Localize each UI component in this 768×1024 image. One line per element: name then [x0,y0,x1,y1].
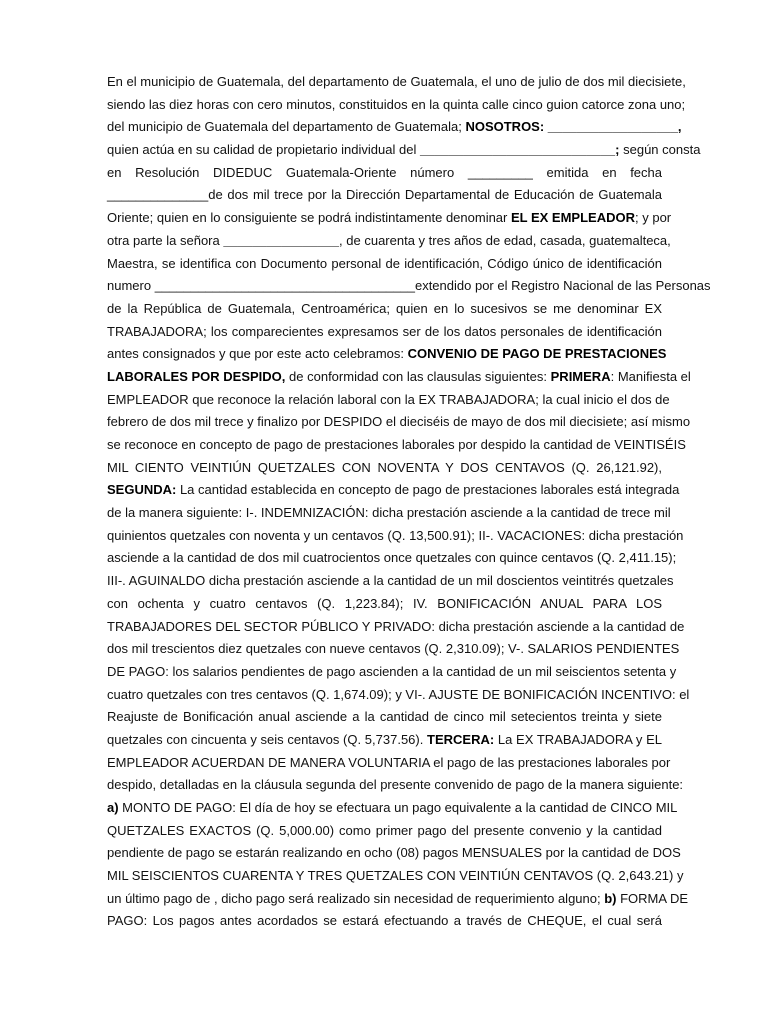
text-line [107,230,671,253]
text-line [107,797,678,820]
text-line [107,820,662,843]
text-run: MONTO DE PAGO: El día de hoy se efectuara un pago equivalente a la cantidad de CINCO MIL [118,800,678,815]
text-line [107,71,686,94]
text-run: numero ____________________________________extendido por el Registro Nacional de las Personas [107,278,711,294]
text-run: En el municipio de Guatemala, del departamento de Guatemala, el uno de julio de dos mil diecisiete, [107,74,686,89]
text-run: QUETZALES EXACTOS (Q. 5,000.00) como primer pago del presente convenio y la cantidad [107,822,662,838]
text-run: otra parte la señora [107,232,224,248]
text-line [107,865,684,888]
text-line [107,774,684,797]
text-line [107,275,711,298]
bold-text-run: ___________________________; [419,142,620,158]
text-run: ; y por [635,210,672,226]
text-run: antes consignados y que por este acto celebramos: [107,346,408,362]
text-run: de la República de Guatemala, Centroamérica; quien en lo sucesivos se me denominar EX [107,300,662,316]
text-line [107,616,685,639]
text-run: despido, detalladas en la cláusula segunda del presente convenido de pago de la manera siguiente: [107,777,684,793]
text-run: III-. AGUINALDO dicha prestación asciende a la cantidad de un mil doscientos veintitrés quetzales [107,573,674,589]
bold-text-run: EL EX EMPLEADOR [510,210,635,226]
text-run: Reajuste de Bonificación anual asciende a la cantidad de cinco mil setecientos treinta y siete [107,709,662,725]
text-run: MIL SEISCIENTOS CUARENTA Y TRES QUETZALES CON VEINTIÚN CENTAVOS (Q. 2,643.21) y [107,868,684,884]
text-run: en Resolución DIDEDUC Guatemala-Oriente número _________ emitida en fecha [107,164,662,180]
text-run: se reconoce en concepto de pago de prestaciones laborales por despido la cantidad de VEINTISÉIS [107,437,686,452]
text-run: La cantidad establecida en concepto de pago de prestaciones laborales está integrada [176,482,680,498]
text-run: cuatro quetzales con tres centavos (Q. 1,674.09); y VI-. AJUSTE DE BONIFICACIÓN INCENTIVO: el [107,686,690,702]
text-line [107,298,662,321]
bold-text-run: TERCERA: [427,731,495,747]
text-line [107,888,689,911]
text-line [107,479,680,502]
text-run: febrero de dos mil trece y finalizo por DESPIDO el dieciséis de mayo de dos mil diecisiete; así mismo [107,414,691,430]
text-line [107,116,682,139]
text-line [107,184,662,207]
bold-text-run: ________________ [223,232,340,248]
text-line [107,729,662,752]
text-run: EMPLEADOR ACUERDAN DE MANERA VOLUNTARIA el pago de las prestaciones laborales por [107,754,671,770]
text-line [107,366,691,389]
text-line [107,207,672,230]
text-line [107,343,667,366]
text-run: siendo las diez horas con cero minutos, constituidos en la quinta calle cinco guion catorce zona uno; [107,96,686,112]
bold-text-run: CONVENIO DE PAGO DE PRESTACIONES [407,346,667,362]
text-run: un último pago de , dicho pago será realizado sin necesidad de requerimiento alguno; [107,890,605,906]
bold-text-run: b) [604,890,617,906]
text-line [107,162,662,185]
text-run: TRABAJADORA; los comparecientes expresamos ser de los datos personales de identificación [107,323,662,339]
text-run: asciende a la cantidad de dos mil cuatrocientos once quetzales con quince centavos (Q. 2,411.15); [107,550,677,566]
text-run: pendiente de pago se estarán realizando en ocho (08) pagos MENSUALES por la cantidad de DOS [107,845,681,861]
text-run: FORMA DE [616,890,689,906]
text-line [107,253,662,276]
text-run: ______________de dos mil trece por la Dirección Departamental de Educación de Guatemala [107,187,662,203]
text-line [107,547,677,570]
text-run: , de cuarenta y tres años de edad, casada, guatemalteca, [339,232,671,248]
text-line [107,94,686,117]
text-line [107,593,662,616]
text-line [107,434,686,457]
text-line [107,570,674,593]
bold-text-run: a) [107,800,119,815]
bold-text-run: NOSOTROS: __________________, [465,119,682,135]
text-line [107,684,690,707]
text-run: Maestra, se identifica con Documento personal de identificación, Código único de identificación [107,255,662,271]
text-line [107,411,691,434]
text-line [107,638,680,661]
text-line [107,842,681,865]
text-run: EMPLEADOR que reconoce la relación laboral con la EX TRABAJADORA; la cual inicio el dos de [107,391,670,407]
text-run: según consta [619,142,701,158]
text-run: : Manifiesta el [610,368,691,384]
text-run: MIL CIENTO VEINTIÚN QUETZALES CON NOVENTA Y DOS CENTAVOS (Q. 26,121.92), [107,459,662,475]
text-run: dos mil trescientos diez quetzales con nueve centavos (Q. 2,310.09); V-. SALARIOS PENDIENTES [107,641,680,657]
text-run: PAGO: Los pagos antes acordados se estará efectuando a través de CHEQUE, el cual será [107,913,662,929]
text-line [107,525,684,548]
text-run: de la manera siguiente: I-. INDEMNIZACIÓN: dicha prestación asciende a la cantidad de trece mil [107,505,671,521]
text-run: de conformidad con las clausulas siguientes: [285,368,551,384]
text-line [107,661,677,684]
text-run: Oriente; quien en lo consiguiente se podrá indistintamente denominar [107,210,511,226]
text-line [107,457,662,480]
text-line [107,389,670,412]
text-run: quien actúa en su calidad de propietario individual del [107,142,420,158]
text-line [107,502,671,525]
text-line [107,706,662,729]
text-run: del municipio de Guatemala del departamento de Guatemala; [107,119,466,135]
document-body [107,71,711,933]
text-run: con ochenta y cuatro centavos (Q. 1,223.84); IV. BONIFICACIÓN ANUAL PARA LOS [107,595,662,611]
text-line [107,321,662,344]
text-line [107,139,701,162]
text-run: La EX TRABAJADORA y EL [494,731,662,747]
text-run: DE PAGO: los salarios pendientes de pago ascienden a la cantidad de un mil seiscientos setenta y [107,663,677,679]
text-line [107,752,671,775]
text-run: quetzales con cincuenta y seis centavos (Q. 5,737.56). [107,731,428,747]
text-run: quinientos quetzales con noventa y un centavos (Q. 13,500.91); II-. VACACIONES: dicha prestación [107,527,684,543]
text-run: TRABAJADORES DEL SECTOR PÚBLICO Y PRIVADO: dicha prestación asciende a la cantidad de [107,618,685,634]
bold-text-run: PRIMERA [550,368,611,384]
text-line [107,910,662,933]
bold-text-run: SEGUNDA: [107,482,177,498]
bold-text-run: LABORALES POR DESPIDO, [107,368,286,384]
